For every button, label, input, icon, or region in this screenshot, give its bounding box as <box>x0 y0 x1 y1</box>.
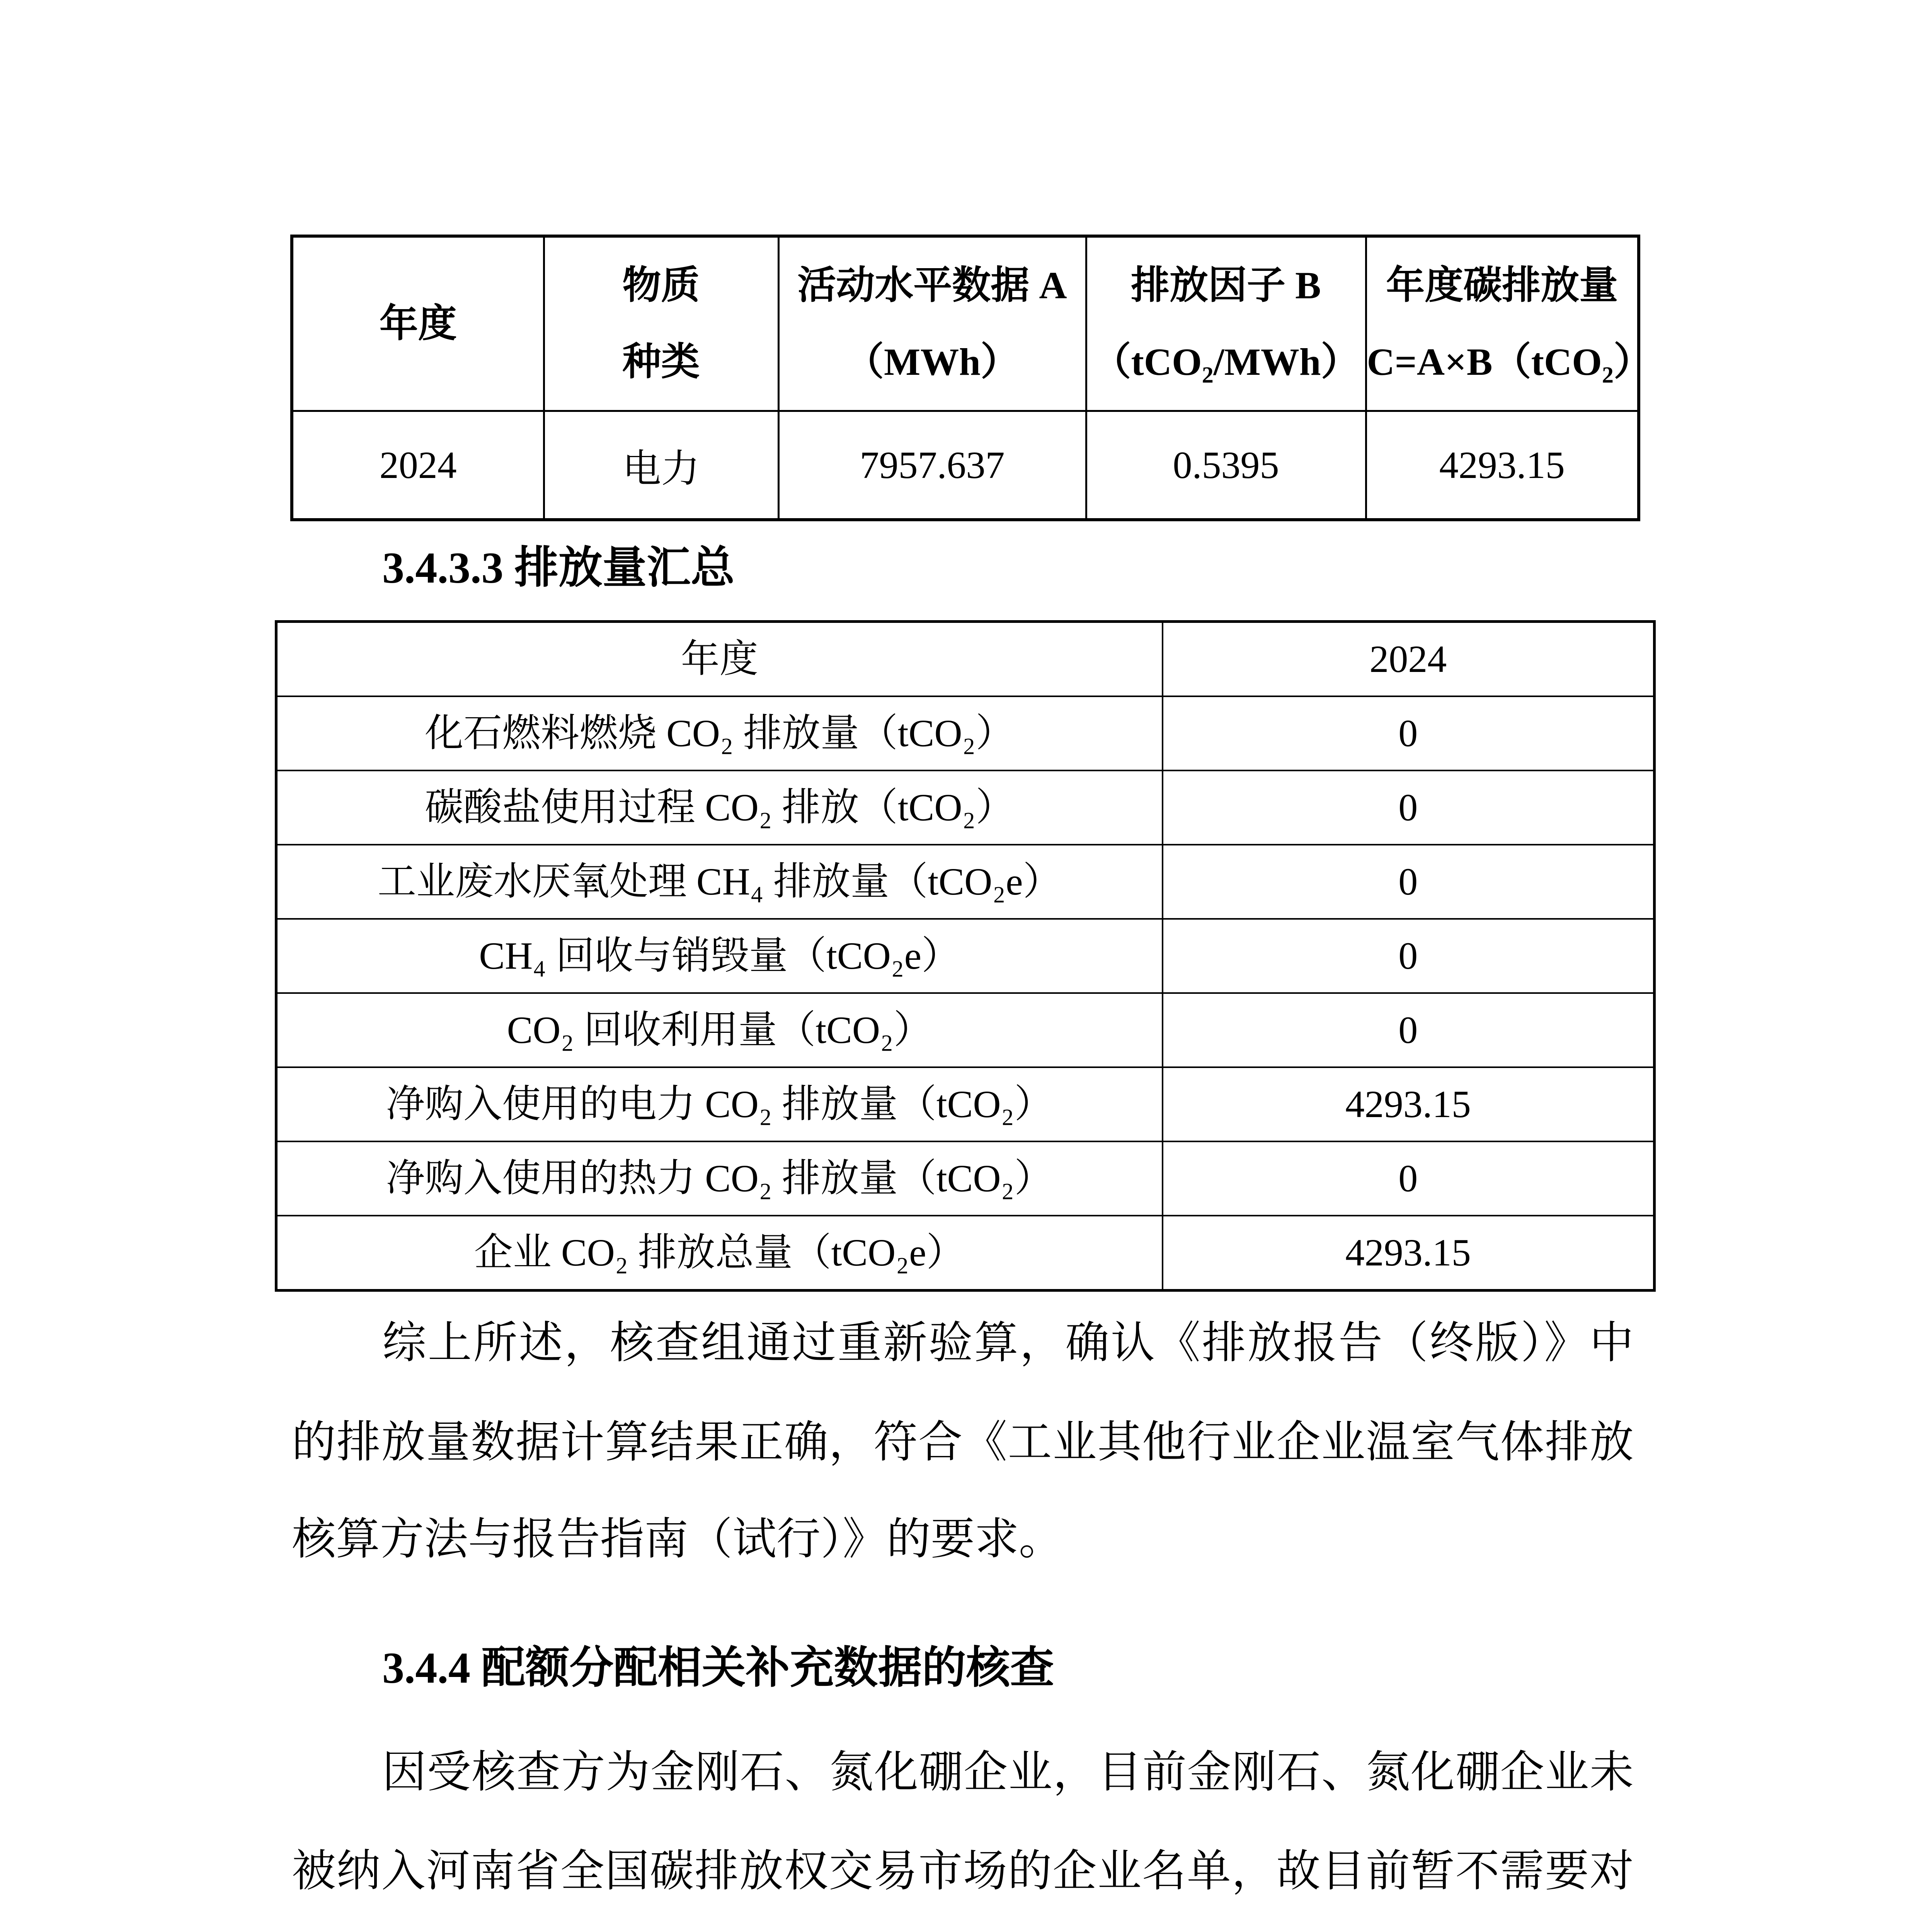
table-row <box>276 845 1655 919</box>
header-activity-line1: 活动水平数据 A <box>797 264 1067 307</box>
conclusion-line-2: 的排放量数据计算结果正确，符合《工业其他行业企业温室气体排放 <box>292 1418 1634 1467</box>
cell-material: 电力 <box>544 411 778 520</box>
row-value: 0 <box>1163 993 1655 1067</box>
cell-activity: 7957.637 <box>778 411 1086 520</box>
header-material <box>544 236 778 411</box>
allocation-line-2: 被纳入河南省全国碳排放权交易市场的企业名单，故目前暂不需要对 <box>292 1847 1634 1896</box>
row-value: 0 <box>1163 919 1655 993</box>
summary-header-label: 年度 <box>276 622 1163 697</box>
conclusion-line-1: 综上所述，核查组通过重新验算，确认《排放报告（终版）》中 <box>382 1318 1634 1367</box>
row-label: 化石燃料燃烧 CO₂ 排放量（tCO₂） <box>276 696 1163 770</box>
row-label: CO₂ 回收利用量（tCO₂） <box>276 993 1163 1067</box>
header-activity <box>778 236 1086 411</box>
table-row <box>276 1067 1655 1141</box>
table-row <box>276 919 1655 993</box>
allocation-line-1: 因受核查方为金刚石、氮化硼企业，目前金刚石、氮化硼企业未 <box>382 1748 1634 1797</box>
table-row <box>276 696 1655 770</box>
cell-year: 2024 <box>292 411 544 520</box>
row-label: 工业废水厌氧处理 CH₄ 排放量（tCO₂e） <box>276 845 1163 919</box>
header-activity-line2: （MWh） <box>845 340 1019 383</box>
summary-header-value: 2024 <box>1163 622 1655 697</box>
header-factor <box>1086 236 1366 411</box>
cell-emission: 4293.15 <box>1366 411 1639 520</box>
cell-factor: 0.5395 <box>1086 411 1366 520</box>
section-heading-allocation: 3.4.4 配额分配相关补充数据的核查 <box>382 1643 1054 1692</box>
row-label: 企业 CO₂ 排放总量（tCO₂e） <box>276 1216 1163 1291</box>
section-heading-summary: 3.4.3.3 排放量汇总 <box>382 543 735 592</box>
header-factor-line2: （tCO₂/MWh） <box>1092 340 1360 383</box>
header-material-line1: 物质 <box>622 264 700 307</box>
table-row <box>276 1141 1655 1216</box>
header-emission <box>1366 236 1652 411</box>
header-material-line2: 种类 <box>622 340 700 383</box>
table-row <box>276 770 1655 845</box>
header-year <box>292 236 544 411</box>
header-emission-line2: C=A×B（tCO₂） <box>1367 340 1652 383</box>
table-row <box>276 993 1655 1067</box>
row-value: 0 <box>1163 696 1655 770</box>
row-value: 0 <box>1163 845 1655 919</box>
table-row <box>276 1216 1655 1291</box>
row-value: 4293.15 <box>1163 1216 1655 1291</box>
header-emission-line1: 年度碳排放量 <box>1386 264 1618 307</box>
table-header-row <box>276 622 1655 697</box>
header-factor-line1: 排放因子 B <box>1131 264 1321 307</box>
header-year-label: 年度 <box>379 302 457 345</box>
table-header-row <box>292 236 1639 411</box>
row-value: 0 <box>1163 770 1655 845</box>
emission-calc-table <box>290 235 1652 521</box>
row-label: 净购入使用的电力 CO₂ 排放量（tCO₂） <box>276 1067 1163 1141</box>
emission-summary-table <box>275 620 1656 1292</box>
row-label: CH₄ 回收与销毁量（tCO₂e） <box>276 919 1163 993</box>
table-row <box>292 411 1639 520</box>
row-value: 0 <box>1163 1141 1655 1216</box>
conclusion-line-3: 核算方法与报告指南（试行）》的要求。 <box>292 1515 1063 1564</box>
row-label: 净购入使用的热力 CO₂ 排放量（tCO₂） <box>276 1141 1163 1216</box>
row-value: 4293.15 <box>1163 1067 1655 1141</box>
row-label: 碳酸盐使用过程 CO₂ 排放（tCO₂） <box>276 770 1163 845</box>
